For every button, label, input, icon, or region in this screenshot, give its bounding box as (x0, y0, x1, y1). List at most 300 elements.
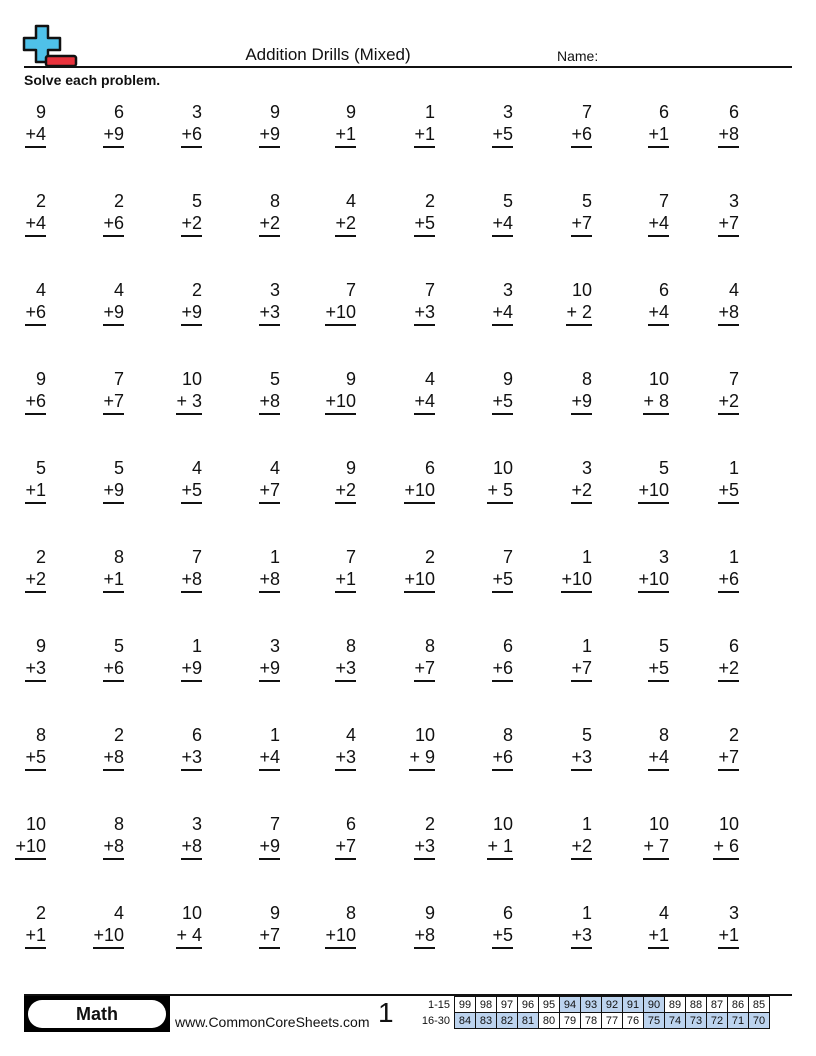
problem-top-number: 3 (728, 191, 739, 211)
problem-top-number: 9 (35, 369, 46, 389)
problem-top-number: 9 (345, 369, 356, 389)
problem-top-number: 10 (571, 280, 592, 300)
problem-top-number: 9 (345, 458, 356, 478)
problem (522, 724, 592, 774)
problem (443, 546, 513, 596)
problem (0, 813, 46, 863)
problem-top-number: 10 (414, 725, 435, 745)
problem-addend: +6 (181, 123, 202, 148)
problem-top-number: 2 (113, 725, 124, 745)
problem (599, 457, 669, 507)
problem-addend: +5 (492, 390, 513, 415)
problem (132, 190, 202, 240)
problem-addend: +9 (103, 123, 124, 148)
problem (132, 635, 202, 685)
problem-top-number: 3 (269, 280, 280, 300)
problem (669, 724, 739, 774)
problem (599, 546, 669, 596)
problem (522, 635, 592, 685)
problem (286, 190, 356, 240)
problem-addend: +6 (25, 301, 46, 326)
problem-top-number: 3 (658, 547, 669, 567)
problem-top-number: 9 (269, 903, 280, 923)
problem (210, 368, 280, 418)
problem (286, 635, 356, 685)
score-table (414, 996, 770, 1029)
problem-top-number: 2 (424, 191, 435, 211)
score-cell: 85 (749, 997, 770, 1013)
problem (599, 813, 669, 863)
problem (669, 368, 739, 418)
problem-addend: +9 (259, 123, 280, 148)
problem (132, 368, 202, 418)
problem-top-number: 3 (502, 280, 513, 300)
score-cell: 92 (602, 997, 623, 1013)
problem (443, 279, 513, 329)
problem-top-number: 10 (181, 369, 202, 389)
problem-addend: +8 (103, 835, 124, 860)
problem-top-number: 4 (424, 369, 435, 389)
problem-addend: +1 (335, 123, 356, 148)
problem (599, 902, 669, 952)
problem-addend: +7 (571, 212, 592, 237)
problem (599, 101, 669, 151)
problem (669, 190, 739, 240)
problem-top-number: 10 (492, 814, 513, 834)
problem (522, 101, 592, 151)
problem-addend: +7 (718, 746, 739, 771)
problem-addend: +2 (335, 212, 356, 237)
score-cell: 72 (707, 1013, 728, 1029)
problem-top-number: 4 (35, 280, 46, 300)
problem-addend: +8 (718, 123, 739, 148)
problem (0, 546, 46, 596)
problem-top-number: 7 (502, 547, 513, 567)
problem-top-number: 1 (424, 102, 435, 122)
problem (286, 724, 356, 774)
problem (365, 813, 435, 863)
problem-addend: +5 (492, 123, 513, 148)
problem-top-number: 5 (581, 725, 592, 745)
problem-top-number: 1 (191, 636, 202, 656)
problem-top-number: 1 (269, 725, 280, 745)
score-cell: 79 (560, 1013, 581, 1029)
problem-top-number: 2 (424, 547, 435, 567)
problem-addend: +7 (414, 657, 435, 682)
problem (522, 546, 592, 596)
problem (669, 279, 739, 329)
score-cell: 74 (665, 1013, 686, 1029)
problem-top-number: 1 (581, 903, 592, 923)
score-cell: 86 (728, 997, 749, 1013)
problem-top-number: 9 (35, 636, 46, 656)
problem (443, 368, 513, 418)
problem-addend: + 2 (566, 301, 592, 326)
problem (522, 368, 592, 418)
problem-top-number: 3 (191, 814, 202, 834)
problem-top-number: 8 (269, 191, 280, 211)
score-range: 1-15 (427, 998, 450, 1011)
problem-top-number: 8 (113, 814, 124, 834)
score-cell: 82 (497, 1013, 518, 1029)
score-cell: 87 (707, 997, 728, 1013)
score-cell: 89 (665, 997, 686, 1013)
problem-top-number: 3 (191, 102, 202, 122)
score-cell: 73 (686, 1013, 707, 1029)
problem-addend: +1 (718, 924, 739, 949)
problem (132, 902, 202, 952)
problem-top-number: 6 (728, 102, 739, 122)
problem (54, 279, 124, 329)
score-range: 16-30 (421, 1014, 450, 1027)
problem (669, 635, 739, 685)
problem-top-number: 6 (502, 903, 513, 923)
score-cell: 84 (455, 1013, 476, 1029)
score-cell: 78 (581, 1013, 602, 1029)
problem-addend: +5 (492, 568, 513, 593)
problem (365, 368, 435, 418)
problem-addend: + 4 (176, 924, 202, 949)
problem-top-number: 5 (113, 458, 124, 478)
problem-top-number: 3 (269, 636, 280, 656)
problem-top-number: 2 (35, 903, 46, 923)
problem (132, 457, 202, 507)
problem-addend: +4 (492, 301, 513, 326)
problem (365, 457, 435, 507)
problem (286, 279, 356, 329)
score-cell: 88 (686, 997, 707, 1013)
problem-top-number: 9 (345, 102, 356, 122)
score-cell: 83 (476, 1013, 497, 1029)
problem (365, 190, 435, 240)
problem-top-number: 8 (658, 725, 669, 745)
problem-addend: +7 (718, 212, 739, 237)
problem-top-number: 10 (25, 814, 46, 834)
problem-addend: +3 (414, 835, 435, 860)
problem-top-number: 2 (424, 814, 435, 834)
problem (522, 457, 592, 507)
problem (0, 190, 46, 240)
problem-top-number: 8 (113, 547, 124, 567)
problem-addend: +10 (93, 924, 124, 949)
problem-addend: +9 (181, 657, 202, 682)
problem (522, 190, 592, 240)
problem-top-number: 5 (581, 191, 592, 211)
problem-addend: + 3 (176, 390, 202, 415)
score-cell: 98 (476, 997, 497, 1013)
problem-addend: +4 (648, 301, 669, 326)
problem-addend: +10 (561, 568, 592, 593)
score-cell: 93 (581, 997, 602, 1013)
problem (0, 368, 46, 418)
problem-top-number: 10 (492, 458, 513, 478)
problem (443, 902, 513, 952)
problem-addend: +1 (103, 568, 124, 593)
score-row (414, 997, 770, 1013)
problem (599, 635, 669, 685)
problem (132, 724, 202, 774)
problem (210, 101, 280, 151)
problem-top-number: 3 (502, 102, 513, 122)
problem-top-number: 2 (35, 191, 46, 211)
problem-addend: +4 (648, 212, 669, 237)
problem-addend: +4 (492, 212, 513, 237)
score-cell: 70 (749, 1013, 770, 1029)
problem-top-number: 1 (581, 636, 592, 656)
problem-top-number: 10 (648, 814, 669, 834)
problem-addend: +5 (648, 657, 669, 682)
problem-top-number: 4 (113, 903, 124, 923)
problem-top-number: 5 (113, 636, 124, 656)
plus-minus-icon (22, 24, 80, 68)
problem-addend: +1 (648, 123, 669, 148)
problem-top-number: 1 (581, 814, 592, 834)
problem (443, 724, 513, 774)
problem (54, 101, 124, 151)
problem-addend: + 8 (643, 390, 669, 415)
problem (669, 902, 739, 952)
problem-top-number: 3 (728, 903, 739, 923)
problem-addend: +3 (571, 924, 592, 949)
problem-top-number: 8 (345, 636, 356, 656)
problem-top-number: 6 (658, 280, 669, 300)
problem-top-number: 5 (502, 191, 513, 211)
problem-top-number: 7 (269, 814, 280, 834)
problem-addend: +2 (25, 568, 46, 593)
problem-addend: +6 (571, 123, 592, 148)
problem (669, 813, 739, 863)
problem-top-number: 7 (728, 369, 739, 389)
problem (210, 902, 280, 952)
problem (54, 546, 124, 596)
problem-top-number: 1 (581, 547, 592, 567)
problem (286, 457, 356, 507)
problem-top-number: 7 (424, 280, 435, 300)
problem-addend: +4 (414, 390, 435, 415)
problem (365, 279, 435, 329)
problem-addend: +10 (325, 390, 356, 415)
problem-top-number: 8 (502, 725, 513, 745)
problem (0, 279, 46, 329)
problem (132, 546, 202, 596)
problem (0, 101, 46, 151)
score-cell: 81 (518, 1013, 539, 1029)
problem (0, 724, 46, 774)
problem-top-number: 9 (502, 369, 513, 389)
problem-top-number: 7 (191, 547, 202, 567)
problem-addend: +1 (414, 123, 435, 148)
problem (132, 101, 202, 151)
problem-top-number: 8 (581, 369, 592, 389)
problem (365, 902, 435, 952)
problem-top-number: 1 (269, 547, 280, 567)
problem-addend: +7 (103, 390, 124, 415)
problem (0, 635, 46, 685)
problem-top-number: 4 (269, 458, 280, 478)
problem-addend: +5 (414, 212, 435, 237)
instructions: Solve each problem. (24, 72, 161, 88)
problem (210, 279, 280, 329)
problem-addend: +10 (15, 835, 46, 860)
problem-addend: +6 (492, 746, 513, 771)
problem (286, 902, 356, 952)
problem-addend: +1 (25, 924, 46, 949)
problem (0, 902, 46, 952)
problem-addend: +8 (414, 924, 435, 949)
problem-addend: +10 (325, 924, 356, 949)
problem-addend: + 6 (713, 835, 739, 860)
problem (522, 813, 592, 863)
problem (286, 546, 356, 596)
problem (365, 724, 435, 774)
problem-top-number: 2 (728, 725, 739, 745)
problem-addend: +2 (335, 479, 356, 504)
problem-addend: +9 (103, 301, 124, 326)
problem-addend: +5 (25, 746, 46, 771)
problem-addend: +3 (414, 301, 435, 326)
problem-top-number: 5 (191, 191, 202, 211)
problem-addend: +3 (181, 746, 202, 771)
score-cell: 90 (644, 997, 665, 1013)
problem-addend: +4 (25, 212, 46, 237)
subject-label: Math (28, 1000, 166, 1028)
problem-addend: +6 (718, 568, 739, 593)
problem-addend: +6 (103, 657, 124, 682)
score-cell: 80 (539, 1013, 560, 1029)
problem (443, 190, 513, 240)
problem-top-number: 6 (191, 725, 202, 745)
problem-top-number: 6 (658, 102, 669, 122)
score-cell: 91 (623, 997, 644, 1013)
problem-addend: +8 (181, 568, 202, 593)
problem-top-number: 5 (658, 636, 669, 656)
problem-top-number: 5 (269, 369, 280, 389)
problem-addend: +7 (259, 479, 280, 504)
problem-top-number: 7 (113, 369, 124, 389)
problem-addend: +3 (259, 301, 280, 326)
problem-addend: +4 (25, 123, 46, 148)
score-cell: 75 (644, 1013, 665, 1029)
problem-addend: +1 (648, 924, 669, 949)
problem-top-number: 10 (181, 903, 202, 923)
score-cell: 71 (728, 1013, 749, 1029)
problem (132, 813, 202, 863)
problem (54, 635, 124, 685)
problem-top-number: 1 (728, 458, 739, 478)
problem-top-number: 6 (113, 102, 124, 122)
problem-addend: +7 (259, 924, 280, 949)
problem-addend: + 9 (409, 746, 435, 771)
problem-top-number: 10 (718, 814, 739, 834)
problem (365, 101, 435, 151)
problem-top-number: 10 (648, 369, 669, 389)
problem-addend: +4 (648, 746, 669, 771)
problem (286, 813, 356, 863)
page-title: Addition Drills (Mixed) (245, 45, 411, 64)
problem (599, 724, 669, 774)
problem-top-number: 8 (345, 903, 356, 923)
problem (210, 190, 280, 240)
problem-top-number: 4 (113, 280, 124, 300)
problem-addend: +9 (259, 835, 280, 860)
score-cell: 99 (455, 997, 476, 1013)
score-cell: 97 (497, 997, 518, 1013)
problem-top-number: 6 (424, 458, 435, 478)
problem-top-number: 9 (269, 102, 280, 122)
problem (599, 368, 669, 418)
problem-top-number: 9 (35, 102, 46, 122)
header-divider (24, 66, 792, 68)
problem-addend: +6 (25, 390, 46, 415)
problem-top-number: 2 (113, 191, 124, 211)
problem (0, 457, 46, 507)
problem (443, 101, 513, 151)
problem-top-number: 5 (658, 458, 669, 478)
score-cell: 95 (539, 997, 560, 1013)
site-url: www.CommonCoreSheets.com (175, 1014, 370, 1030)
problem-addend: +2 (718, 657, 739, 682)
problem-top-number: 9 (424, 903, 435, 923)
problem-addend: +2 (571, 479, 592, 504)
problem (54, 813, 124, 863)
problem (54, 902, 124, 952)
problem-addend: +10 (638, 568, 669, 593)
problem (210, 457, 280, 507)
problem-addend: +3 (571, 746, 592, 771)
problem-top-number: 4 (345, 191, 356, 211)
problem (669, 101, 739, 151)
problem-addend: +9 (181, 301, 202, 326)
problem-addend: +9 (571, 390, 592, 415)
problem (54, 457, 124, 507)
problem (443, 635, 513, 685)
score-cell: 94 (560, 997, 581, 1013)
problem-top-number: 4 (658, 903, 669, 923)
problem-addend: +5 (181, 479, 202, 504)
problem-addend: +3 (335, 746, 356, 771)
problem-addend: +7 (335, 835, 356, 860)
problem (522, 902, 592, 952)
problem-top-number: 4 (345, 725, 356, 745)
problem-addend: +1 (25, 479, 46, 504)
problem-addend: +2 (571, 835, 592, 860)
page-number: 1 (378, 997, 394, 1028)
problem-addend: +4 (259, 746, 280, 771)
problem-top-number: 7 (345, 547, 356, 567)
problem (210, 546, 280, 596)
problem (210, 813, 280, 863)
problem-addend: +2 (718, 390, 739, 415)
problem-top-number: 4 (191, 458, 202, 478)
problem-addend: +10 (638, 479, 669, 504)
problem-top-number: 6 (502, 636, 513, 656)
problem (365, 635, 435, 685)
problem-addend: +8 (103, 746, 124, 771)
problem-top-number: 4 (728, 280, 739, 300)
problem-top-number: 7 (345, 280, 356, 300)
problem-top-number: 8 (35, 725, 46, 745)
problem (210, 635, 280, 685)
problem-addend: +10 (325, 301, 356, 326)
name-label: Name: (557, 48, 599, 64)
problem-addend: +2 (259, 212, 280, 237)
problem (443, 813, 513, 863)
problem (599, 190, 669, 240)
problem (599, 279, 669, 329)
problem-top-number: 6 (345, 814, 356, 834)
problem-addend: +6 (103, 212, 124, 237)
problem-addend: +9 (259, 657, 280, 682)
